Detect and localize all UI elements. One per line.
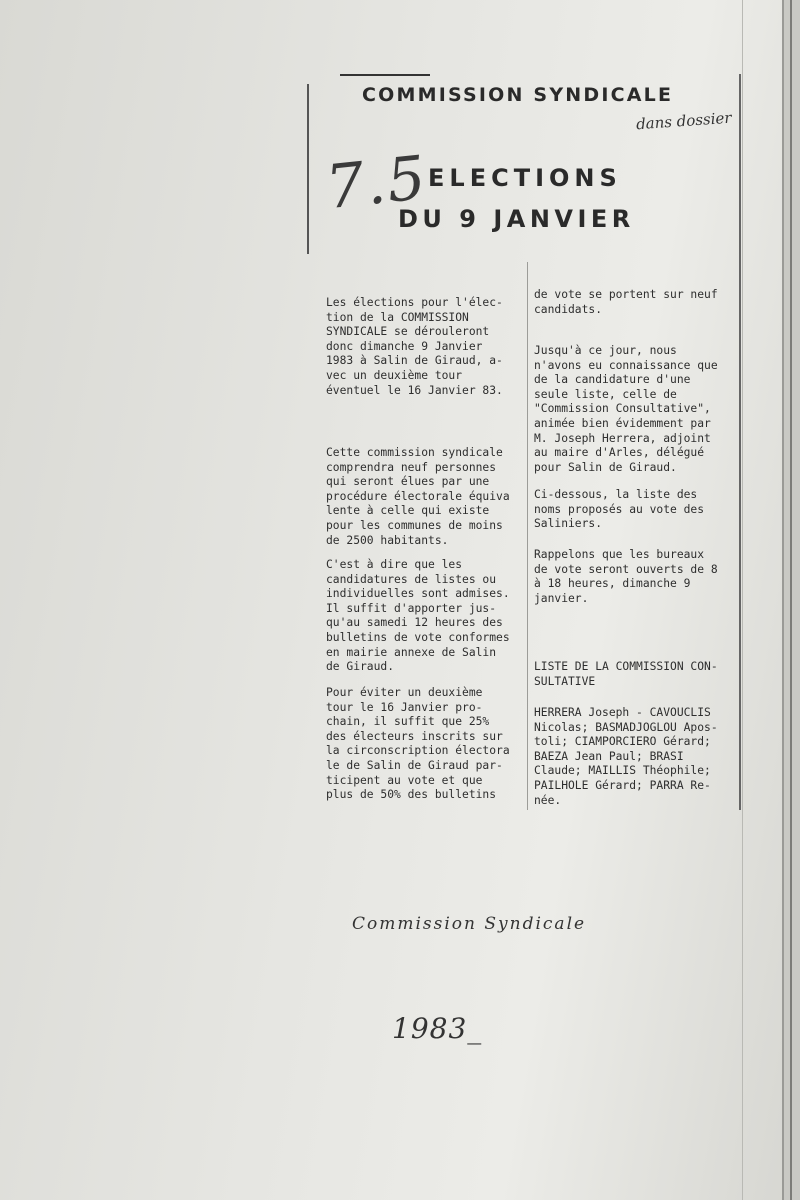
page-stack-edge (784, 0, 800, 1200)
headline-date: DU 9 JANVIER (398, 205, 635, 233)
article-paragraph: de vote se portent sur neuf candidats. (534, 288, 718, 316)
clipping-left-rule (307, 84, 309, 254)
clipping-top-rule (340, 74, 430, 76)
article-paragraph: Les élections pour l'élec- tion de la COMMISSION SYNDICALE se dérouleront donc dimanche 9 Janvier 1983 à Salin de Giraud, a- vec un deuxième tour éventuel le 16 Janvier 83. (326, 296, 503, 397)
article-paragraph: Ci-dessous, la liste des noms proposés au vote des Saliniers. (534, 488, 705, 531)
article-paragraph: Cette commission syndicale comprendra neuf personnes qui seront élues par une procédure électorale équiva lente à celle qui existe pour les communes de moins de 2500 habitants. (326, 446, 510, 547)
handwritten-number: 7.5 (322, 142, 431, 224)
page-edge-line (742, 0, 743, 1200)
handwritten-caption: Commission Syndicale (352, 914, 587, 934)
page-edge-line (782, 0, 784, 1200)
article-paragraph: Jusqu'à ce jour, nous n'avons eu connaissance que de la candidature d'une seule liste, celle de "Commission Consultative", animée bien évidemment par M. Joseph Herrera, adjoint au maire d'Arles, délégué pour Salin de Giraud. (534, 344, 718, 474)
page-edge-line (790, 0, 792, 1200)
handwritten-year: 1983_ (392, 1012, 483, 1045)
candidate-list-heading: LISTE DE LA COMMISSION CON- SULTATIVE (534, 660, 718, 688)
article-paragraph: Pour éviter un deuxième tour le 16 Janvier pro- chain, il suffit que 25% des électeurs inscrits sur la circonscription électora le de Salin de Giraud par- ticipent au vote et que plus de 50% des bulletins (326, 686, 510, 802)
headline-commission: COMMISSION SYNDICALE (362, 84, 674, 106)
article-paragraph: Rappelons que les bureaux de vote seront ouverts de 8 à 18 heures, dimanche 9 janvier. (534, 548, 718, 605)
clipping-right-rule (739, 74, 741, 810)
column-separator (527, 262, 528, 810)
candidate-list: HERRERA Joseph - CAVOUCLIS Nicolas; BASMADJOGLOU Apos- toli; CIAMPORCIERO Gérard; BAEZA Jean Paul; BRASI Claude; MAILLIS Théophile; PAILHOLE Gérard; PARRA Re- née. (534, 706, 718, 807)
handwritten-note: dans dossier (635, 108, 733, 134)
article-paragraph: C'est à dire que les candidatures de listes ou individuelles sont admises. Il suffit d'apporter jus- qu'au samedi 12 heures des bulletins de vote conformes en mairie annexe de Salin de Giraud. (326, 558, 510, 674)
headline-elections: ELECTIONS (428, 164, 622, 192)
